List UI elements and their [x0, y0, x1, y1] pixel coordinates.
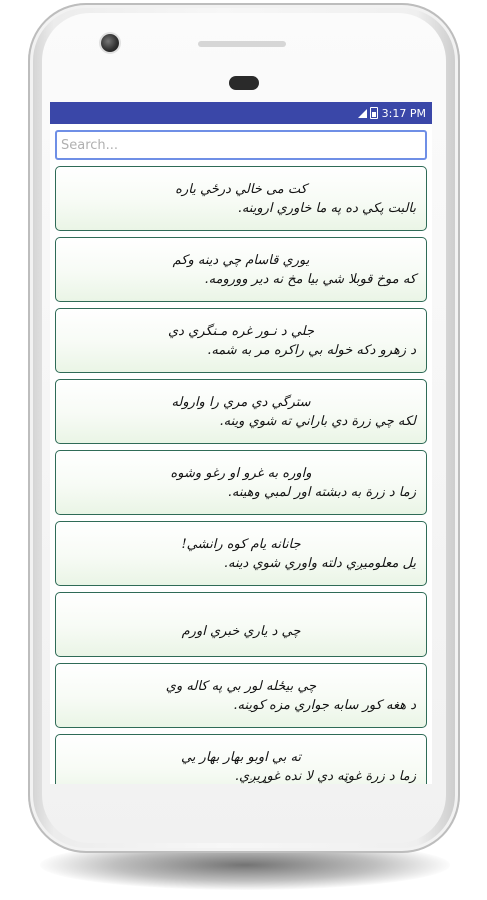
status-time: 3:17 PM: [381, 106, 426, 120]
poem-line-1: چي بيځله لور بي په کاله وي: [165, 678, 317, 694]
ear-speaker: [198, 41, 286, 47]
list-item[interactable]: [55, 308, 427, 373]
poem-line-1: جلي د نـور غره مـنگري دي: [167, 323, 314, 339]
poem-line-2: که موخ قوبلا شي بيا مخ نه دير وورومه.: [204, 271, 416, 287]
status-bar: [50, 102, 432, 124]
poem-line-2: زما د زرة به دبشته اور لمبي وهينه.: [227, 484, 416, 500]
poem-line-1: يوري قاسام چي دينه وکم: [172, 252, 310, 268]
list-item[interactable]: [55, 379, 427, 444]
poem-line-1: سترگي دي مري را واروله: [171, 394, 311, 410]
list-item[interactable]: [55, 663, 427, 728]
phone-frame: [28, 3, 460, 853]
poem-line-2: لکه چي زرة دي باراني ته شوي وينه.: [219, 413, 416, 429]
search-input[interactable]: [55, 130, 427, 160]
list-item[interactable]: [55, 592, 427, 657]
poem-line-1: جانانه يام کوه رانشي!: [181, 536, 301, 552]
signal-icon: [358, 109, 367, 118]
search-bar: [50, 124, 432, 164]
list-item[interactable]: [55, 450, 427, 515]
list-item[interactable]: [55, 521, 427, 586]
poem-line-2: بالبت پکي ده په ما خاوري اروينه.: [237, 200, 416, 216]
poem-line-2: د هغه کور سابه جواري مزه کوينه.: [233, 697, 416, 713]
poem-line-2: د زهرو دکه خوله بي راکره مر به شمه.: [207, 342, 416, 358]
poem-line-1: چي د ياري خبري اورم: [181, 624, 301, 639]
front-camera-icon: [101, 34, 119, 52]
poem-line-1: واوره به غرو او رغو وشوه: [170, 465, 312, 481]
battery-icon: [370, 107, 378, 119]
status-icons: [358, 107, 378, 119]
poem-line-1: ته بي اوبو بهار بهار يي: [180, 749, 302, 765]
proximity-sensor: [229, 76, 259, 90]
poem-line-2: زما د زرة غوټه دي لا نده غوړيږي.: [234, 768, 416, 784]
list-item[interactable]: [55, 237, 427, 302]
poem-list: [50, 164, 432, 784]
list-item[interactable]: [55, 734, 427, 784]
app-screen: [50, 102, 432, 784]
poem-line-1: کت می خالي درځي ياره: [175, 181, 307, 197]
poem-line-2: يل معلوميږي دلته واوري شوي دينه.: [223, 555, 416, 571]
list-item[interactable]: [55, 166, 427, 231]
